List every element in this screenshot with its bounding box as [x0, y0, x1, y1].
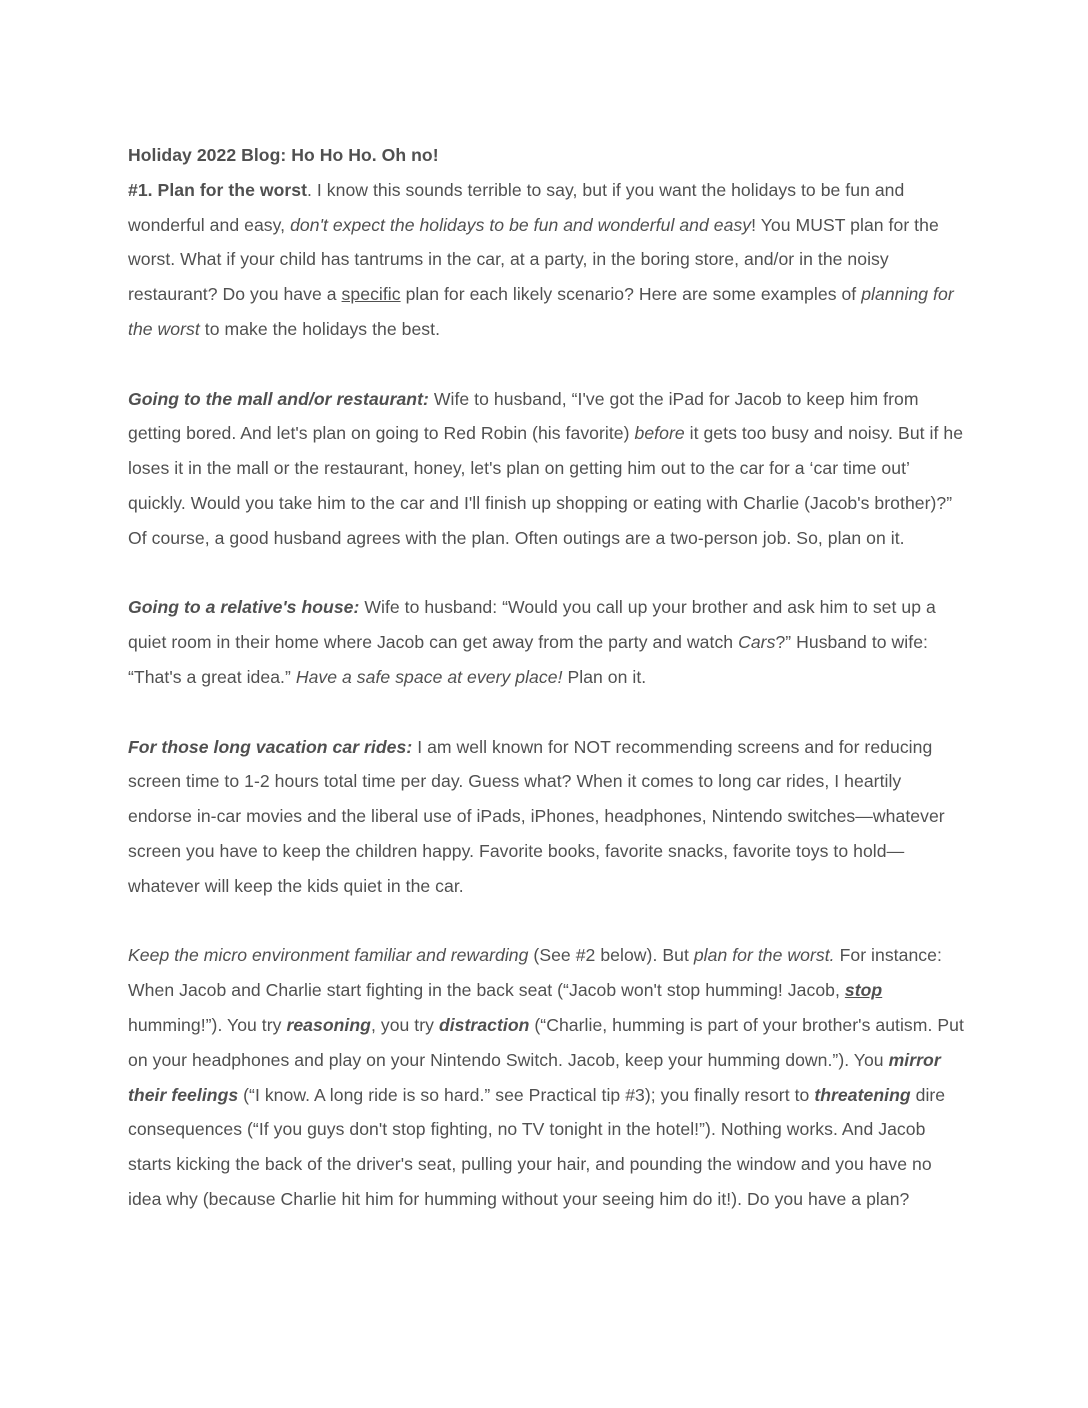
section-heading: #1. Plan for the worst	[128, 179, 308, 200]
paragraph-lead: Going to a relative's house:	[128, 597, 360, 618]
paragraph-micro-environment: Keep the micro environment familiar and rewarding (See #2 below). But plan for the worst. For instance: When Jacob and Charlie start fighting in the back seat (“Jacob won't stop humming! Jacob, stop humming!”). You try reasoning, you try distraction (“Charlie, humming is part of your brother's autism. Put on your headphones and play on your Nintendo Switch. Jacob, keep your humming down.”). You mirror their feelings (“I know. A long ride is so hard.” see Practical tip #3); you finally resort to threatening dire consequences (“If you guys don't stop fighting, no TV tonight in the hotel!”). Nothing works. And Jacob starts kicking the back of the driver's seat, pulling your hair, and pounding the window and you have no idea why (because Charlie hit him for humming without your seeing him do it!). Do you have a plan?	[128, 945, 964, 1209]
blog-title: Holiday 2022 Blog: Ho Ho Ho. Oh no!	[128, 145, 439, 165]
paragraph-spacer	[128, 904, 964, 939]
paragraph-spacer	[128, 556, 964, 591]
paragraph-spacer	[128, 695, 964, 730]
paragraph-spacer	[128, 347, 964, 382]
paragraph-plan-for-worst: #1. Plan for the worst. I know this sounds terrible to say, but if you want the holidays to be fun and wonderful and easy, don't expect the holidays to be fun and wonderful and easy! You MUST plan for the worst. What if your child has tantrums in the car, at a party, in the boring store, and/or in the noisy restaurant? Do you have a specific plan for each likely scenario? Here are some examples of planning for the worst to make the holidays the best.	[128, 179, 954, 339]
paragraph-lead: For those long vacation car rides:	[128, 736, 413, 757]
paragraph-relatives-house: Going to a relative's house: Wife to husband: “Would you call up your brother and ask him to set up a quiet room in their home where Jacob can get away from the party and watch Cars?” Husband to wife: “That's a great idea.” Have a safe space at every place! Plan on it.	[128, 597, 936, 687]
paragraph-mall-restaurant: Going to the mall and/or restaurant: Wife to husband, “I've got the iPad for Jacob to keep him from getting bored. And let's plan on going to Red Robin (his favorite) before it gets too busy and noisy. But if he loses it in the mall or the restaurant, honey, let's plan on getting him out to the car for a ‘car time out’ quickly. Would you take him to the car and I'll finish up shopping or eating with Charlie (Jacob's brother)?” Of course, a good husband agrees with the plan. Often outings are a two-person job. So, plan on it.	[128, 388, 964, 548]
paragraph-lead: Going to the mall and/or restaurant:	[128, 388, 429, 409]
document-page	[128, 138, 964, 1217]
paragraph-car-rides: For those long vacation car rides: I am well known for NOT recommending screens and for reducing screen time to 1-2 hours total time per day. Guess what? When it comes to long car rides, I heartily endorse in-car movies and the liberal use of iPads, iPhones, headphones, Nintendo switches—whatever screen you have to keep the children happy. Favorite books, favorite snacks, favorite toys to hold—whatever will keep the kids quiet in the car.	[128, 736, 945, 896]
